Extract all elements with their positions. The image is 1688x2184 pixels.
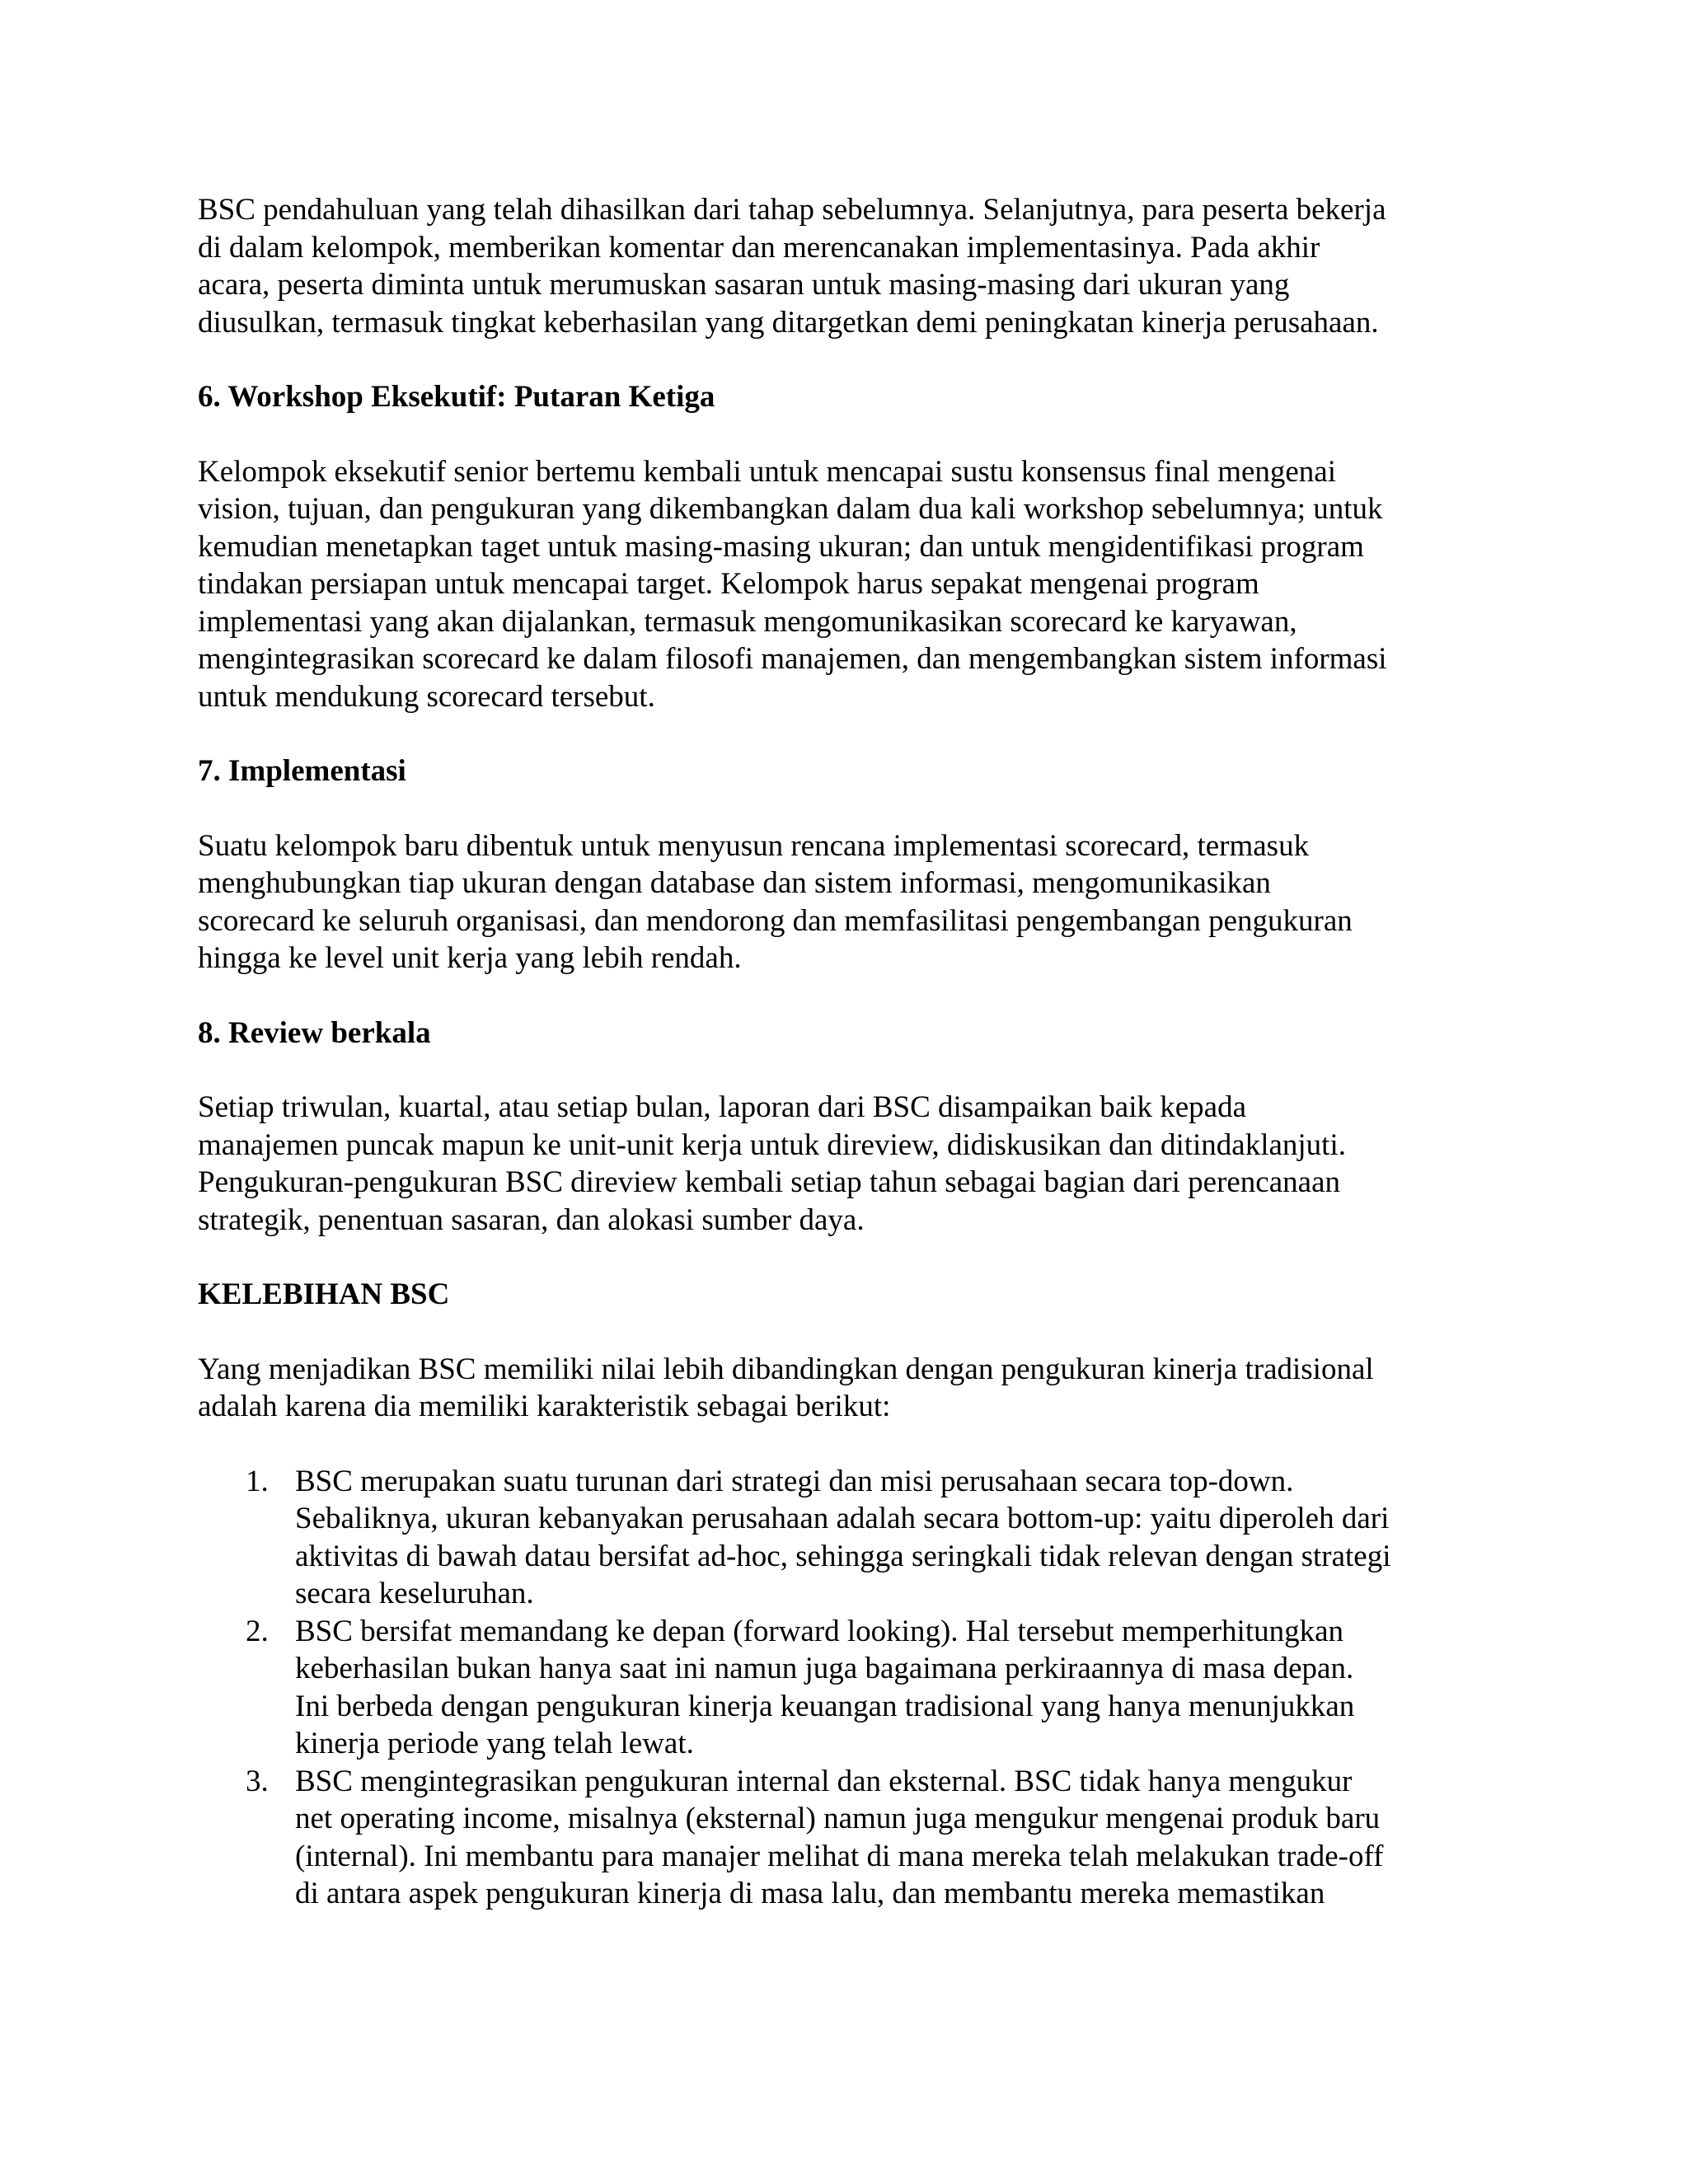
paragraph-line: Setiap triwulan, kuartal, atau setiap bulan, laporan dari BSC disampaikan baik kepada [198, 1090, 1247, 1124]
list-item [198, 1613, 1484, 1763]
section-8-heading: 8. Review berkala [198, 1015, 431, 1050]
paragraph-line: strategik, penentuan sasaran, dan alokasi sumber daya. [198, 1202, 865, 1237]
paragraph-line: untuk mendukung scorecard tersebut. [198, 679, 655, 714]
list-line: di antara aspek pengukuran kinerja di masa lalu, dan membantu mereka memastikan [295, 1877, 1325, 1910]
document-page [198, 191, 1484, 1913]
list-number: 2. [246, 1614, 269, 1648]
paragraph-line: adalah karena dia memiliki karakteristik sebagai berikut: [198, 1390, 891, 1423]
paragraph-line: menghubungkan tiap ukuran dengan database dan sistem informasi, mengomunikasikan [198, 866, 1271, 900]
list-line: net operating income, misalnya (eksternal) namun juga mengukur mengenai produk baru [295, 1802, 1381, 1835]
kelebihan-list [198, 1463, 1484, 1913]
list-item [198, 1463, 1484, 1613]
paragraph-line: vision, tujuan, dan pengukuran yang dikembangkan dalam dua kali workshop sebelumnya; untuk [198, 492, 1383, 526]
paragraph-line: acara, peserta diminta untuk merumuskan sasaran untuk masing-masing dari ukuran yang [198, 268, 1290, 302]
list-line: keberhasilan bukan hanya saat ini namun juga bagaimana perkiraannya di masa depan. [295, 1652, 1354, 1685]
section-7-heading: 7. Implementasi [198, 754, 406, 788]
list-number: 3. [246, 1764, 269, 1798]
paragraph-line: Suatu kelompok baru dibentuk untuk menyusun rencana implementasi scorecard, termasuk [198, 828, 1310, 863]
paragraph-line: mengintegrasikan scorecard ke dalam filosofi manajemen, dan mengembangkan sistem informasi [198, 642, 1387, 676]
paragraph-line: diusulkan, termasuk tingkat keberhasilan yang ditargetkan demi peningkatan kinerja perusahaan. [198, 305, 1379, 340]
list-item [198, 1763, 1484, 1913]
kelebihan-intro [198, 1351, 1484, 1426]
list-line: secara keseluruhan. [295, 1577, 534, 1610]
list-line: BSC bersifat memandang ke depan (forward looking). Hal tersebut memperhitungkan [295, 1614, 1344, 1648]
paragraph-line: Yang menjadikan BSC memiliki nilai lebih dibandingkan dengan pengukuran kinerja tradisional [198, 1352, 1374, 1386]
paragraph-line: hingga ke level unit kerja yang lebih rendah. [198, 941, 742, 975]
list-line: BSC merupakan suatu turunan dari strategi dan misi perusahaan secara top-down. [295, 1464, 1294, 1498]
intro-paragraph [198, 191, 1484, 341]
paragraph-line: BSC pendahuluan yang telah dihasilkan dari tahap sebelumnya. Selanjutnya, para peserta bekerja [198, 193, 1386, 227]
section-8-paragraph [198, 1089, 1484, 1239]
list-line: aktivitas di bawah datau bersifat ad-hoc, sehingga seringkali tidak relevan dengan strategi [295, 1539, 1391, 1573]
list-line: (internal). Ini membantu para manajer melihat di mana mereka telah melakukan trade-off [295, 1839, 1384, 1873]
paragraph-line: Kelompok eksekutif senior bertemu kembali untuk mencapai sustu konsensus final mengenai [198, 454, 1337, 489]
section-6-paragraph [198, 453, 1484, 716]
kelebihan-heading: KELEBIHAN BSC [198, 1277, 450, 1311]
paragraph-line: di dalam kelompok, memberikan komentar dan merencanakan implementasinya. Pada akhir [198, 230, 1320, 265]
list-line: kinerja periode yang telah lewat. [295, 1727, 694, 1760]
paragraph-line: implementasi yang akan dijalankan, termasuk mengomunikasikan scorecard ke karyawan, [198, 604, 1297, 639]
paragraph-line: Pengukuran-pengukuran BSC direview kembali setiap tahun sebagai bagian dari perencanaan [198, 1165, 1341, 1199]
paragraph-line: tindakan persiapan untuk mencapai target. Kelompok harus sepakat mengenai program [198, 567, 1259, 601]
section-7-paragraph [198, 827, 1484, 977]
paragraph-line: manajemen puncak mapun ke unit-unit kerja untuk direview, didiskusikan dan ditindaklanjuti. [198, 1127, 1346, 1162]
section-6-heading: 6. Workshop Eksekutif: Putaran Ketiga [198, 380, 715, 414]
paragraph-line: scorecard ke seluruh organisasi, dan mendorong dan memfasilitasi pengembangan pengukuran [198, 903, 1353, 938]
list-line: Ini berbeda dengan pengukuran kinerja keuangan tradisional yang hanya menunjukkan [295, 1689, 1355, 1723]
list-line: BSC mengintegrasikan pengukuran internal dan eksternal. BSC tidak hanya mengukur [295, 1764, 1353, 1798]
list-line: Sebaliknya, ukuran kebanyakan perusahaan adalah secara bottom-up: yaitu diperoleh dari [295, 1502, 1390, 1535]
paragraph-line: kemudian menetapkan taget untuk masing-masing ukuran; dan untuk mengidentifikasi program [198, 529, 1364, 564]
list-number: 1. [246, 1464, 269, 1498]
